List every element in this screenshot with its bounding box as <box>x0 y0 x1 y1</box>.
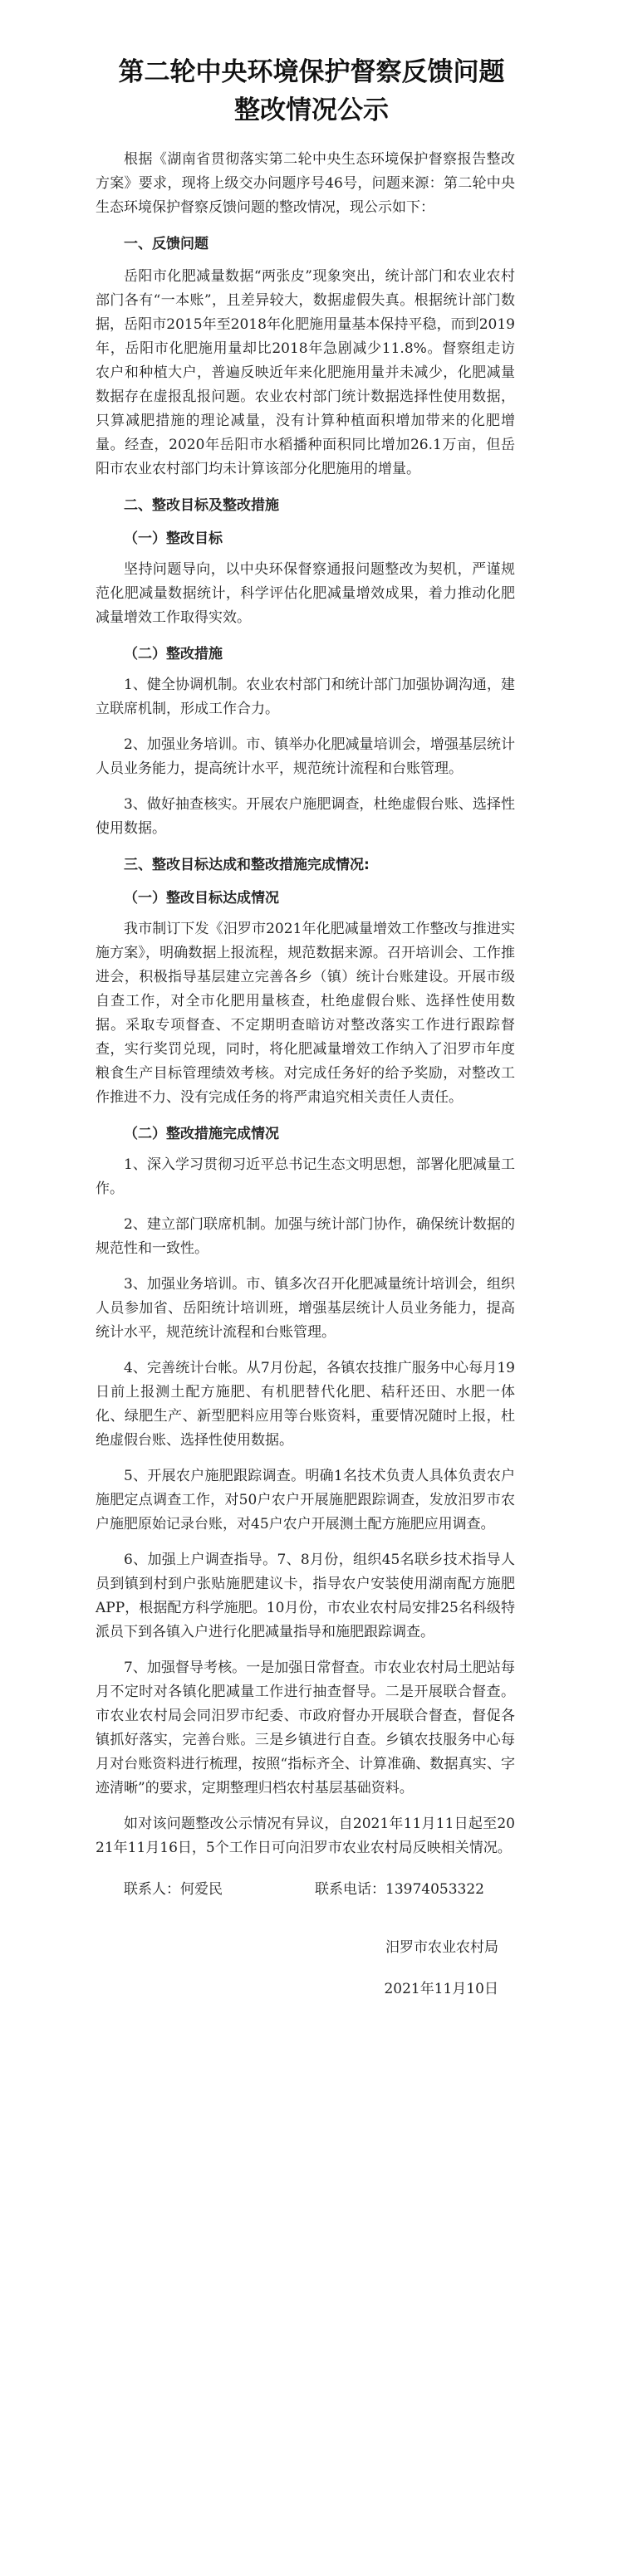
section-3-sub-2-heading: （二）整改措施完成情况 <box>124 1126 279 1142</box>
section-3-sub-1-paragraph: 我市制订下发《汨罗市2021年化肥减量增效工作整改与推进实施方案》，明确数据上报流程，规范数据来源。召开培训会、工作推进会，积极指导基层建立完善各乡（镇）统计台账建设。开展市级自查工作，对全市化肥用量核查，杜绝虚假台账、选择性使用数据。采取专项督查、不定期明查暗访对整改落实工作进行跟踪督查，实行奖罚兑现，同时，将化肥减量增效工作纳入了汨罗市年度粮食生产目标管理绩效考核。对完成任务好的给予奖励，对整改工作推进不力、没有完成任务的将严肃追究相关责任人责任。 <box>96 921 515 1106</box>
completion-2: 2、建立部门联席机制。加强与统计部门协作，确保统计数据的规范性和一致性。 <box>96 1216 515 1257</box>
objection-notice: 如对该问题整改公示情况有异议，自2021年11月11日起至2021年11月16日，5个工作日可向汨罗市农业农村局反映相关情况。 <box>96 1816 515 1856</box>
section-3-heading: 三、整改目标达成和整改措施完成情况: <box>124 857 370 873</box>
completion-1: 1、深入学习贯彻习近平总书记生态文明思想，部署化肥减量工作。 <box>96 1156 515 1197</box>
document-title <box>0 53 623 130</box>
completion-3: 3、加强业务培训。市、镇多次召开化肥减量统计培训会，组织人员参加省、岳阳统计培训班，增强基层统计人员业务能力，提高统计水平，规范统计流程和台账管理。 <box>96 1276 515 1341</box>
signature-org: 汨罗市农业农村局 <box>385 1939 498 1956</box>
measure-1: 1、健全协调机制。农业农村部门和统计部门加强协调沟通，建立联席机制，形成工作合力。 <box>96 677 515 717</box>
section-2-sub-1-paragraph: 坚持问题导向，以中央环保督察通报问题整改为契机，严谨规范化肥减量数据统计，科学评估化肥减量增效成果，着力推动化肥减量增效工作取得实效。 <box>96 561 515 626</box>
section-1-heading: 一、反馈问题 <box>124 236 208 252</box>
signature-date: 2021年11月10日 <box>384 1981 498 1997</box>
intro-paragraph: 根据《湖南省贯彻落实第二轮中央生态环境保护督察报告整改方案》要求，现将上级交办问题序号46号，问题来源：第二轮中央生态环境保护督察反馈问题的整改情况，现公示如下： <box>96 151 515 216</box>
completion-5: 5、开展农户施肥跟踪调查。明确1名技术负责人具体负责农户施肥定点调查工作，对50户农户开展施肥跟踪调查，发放汨罗市农户施肥原始记录台账，对45户农户开展测土配方施肥应用调查。 <box>96 1468 515 1532</box>
section-1-paragraph: 岳阳市化肥减量数据“两张皮”现象突出，统计部门和农业农村部门各有“一本账”，且差异较大，数据虚假失真。根据统计部门数据，岳阳市2015年至2018年化肥施用量基本保持平稳，而到2019年，岳阳市化肥施用量却比2018年急剧减少11.8%。督察组走访农户和种植大户，普遍反映近年来化肥施用量并未减少，化肥减量数据存在虚报乱报问题。农业农村部门统计数据选择性使用数据，只算减肥措施的理论减量，没有计算种植面积增加带来的化肥增量。经查，2020年岳阳市水稻播种面积同比增加26.1万亩，但岳阳市农业农村部门均未计算该部分化肥施用的增量。 <box>96 268 515 477</box>
completion-7: 7、加强督导考核。一是加强日常督查。市农业农村局土肥站每月不定时对各镇化肥减量工作进行抽查督导。二是开展联合督查。市农业农村局会同汨罗市纪委、市政府督办开展联合督查，督促各镇抓好落实，完善台账。三是乡镇进行自查。乡镇农技服务中心每月对台账资料进行梳理，按照“指标齐全、计算准确、数据真实、字迹清晰”的要求，定期整理归档农村基层基础资料。 <box>96 1659 515 1796</box>
completion-6: 6、加强上户调查指导。7、8月份，组织45名联乡技术指导人员到镇到村到户张贴施肥建议卡，指导农户安装使用湖南配方施肥APP，根据配方科学施肥。10月份，市农业农村局安排25名科级特派员下到各镇入户进行化肥减量指导和施肥跟踪调查。 <box>96 1552 515 1640</box>
contact-person: 联系人：何爱民 <box>124 1881 223 1898</box>
title-line-2: 整改情况公示 <box>234 95 389 125</box>
title-line-1: 第二轮中央环境保护督察反馈问题 <box>118 57 505 87</box>
section-3-sub-1-heading: （一）整改目标达成情况 <box>124 890 279 907</box>
section-2-heading: 二、整改目标及整改措施 <box>124 497 279 514</box>
measure-2: 2、加强业务培训。市、镇举办化肥减量培训会，增强基层统计人员业务能力，提高统计水平，规范统计流程和台账管理。 <box>96 736 515 777</box>
signature-block <box>96 1935 515 2002</box>
section-2-sub-1-heading: （一）整改目标 <box>124 530 223 547</box>
contact-phone: 联系电话：13974053322 <box>315 1881 484 1898</box>
completion-4: 4、完善统计台帐。从7月份起，各镇农技推广服务中心每月19日前上报测土配方施肥、有机肥替代化肥、秸秆还田、水肥一体化、绿肥生产、新型肥料应用等台账资料，重要情况随时上报，杜绝虚假台账、选择性使用数据。 <box>96 1360 515 1449</box>
document-body <box>0 148 623 2002</box>
section-2-sub-2-heading: （二）整改措施 <box>124 646 223 662</box>
measure-3: 3、做好抽查核实。开展农户施肥调查，杜绝虚假台账、选择性使用数据。 <box>96 796 515 837</box>
contact-info <box>96 1877 515 1902</box>
